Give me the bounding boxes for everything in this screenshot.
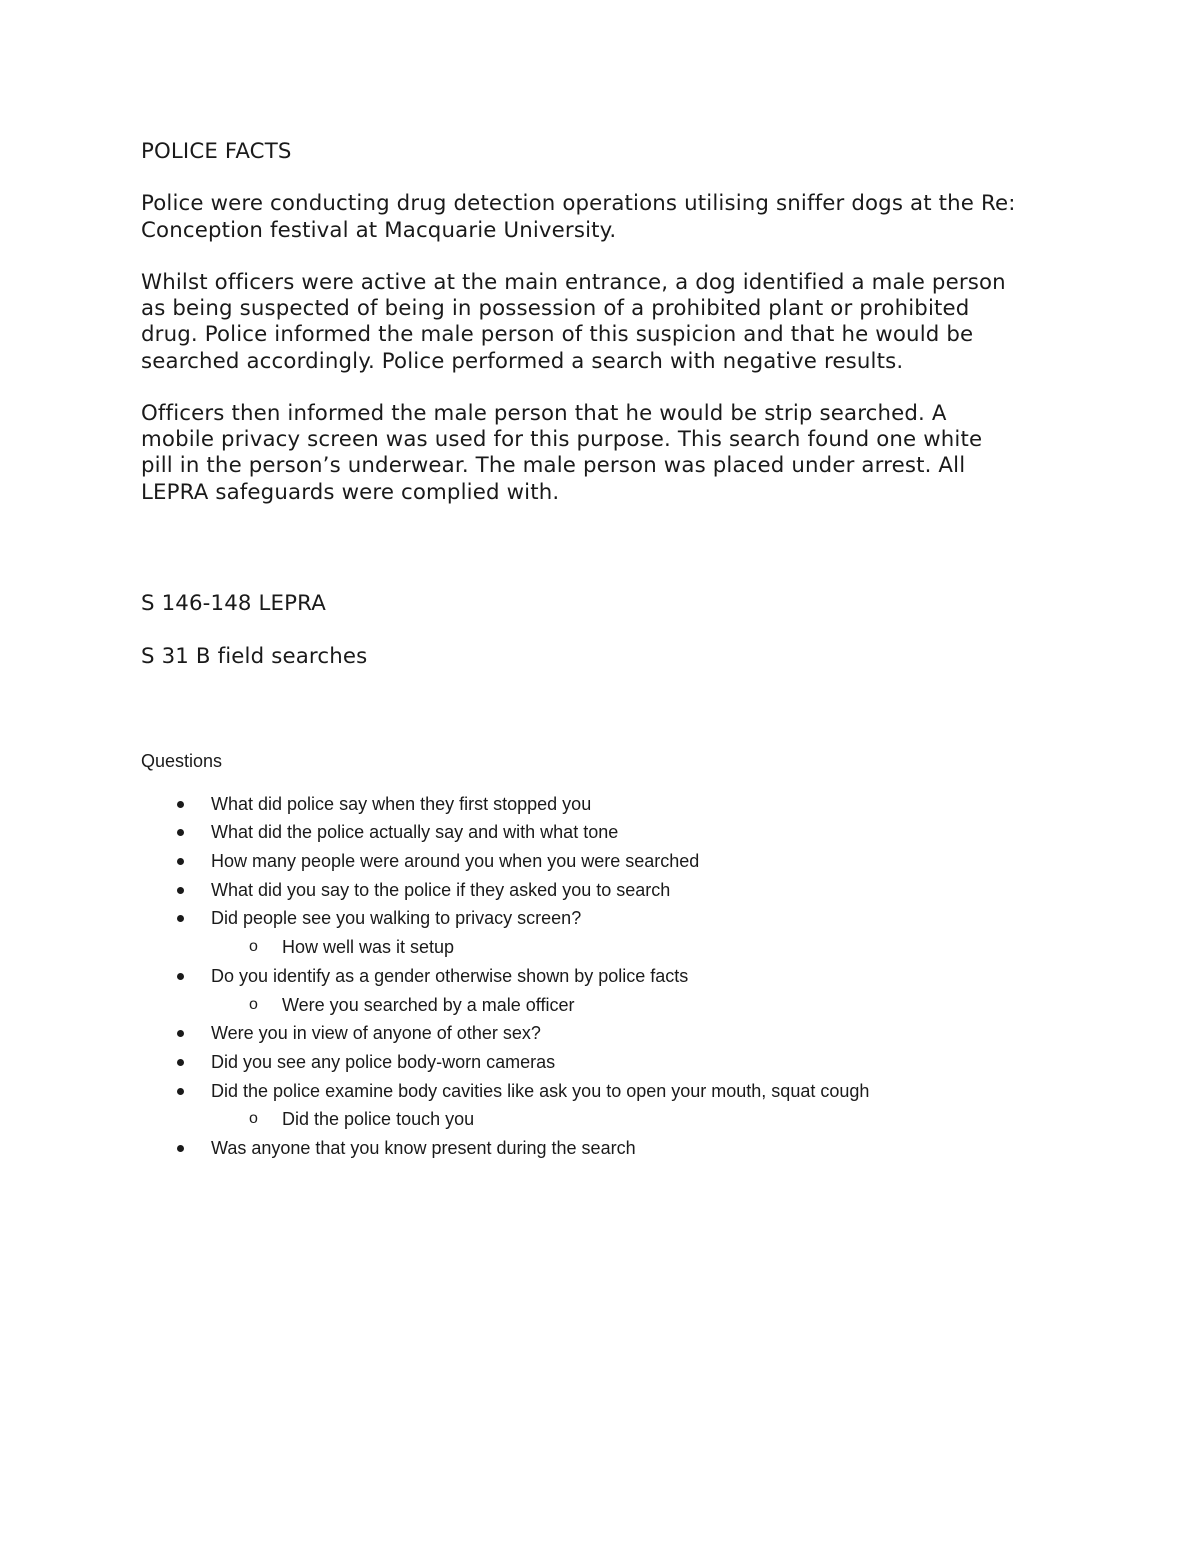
section-reference-lepra: S 146-148 LEPRA <box>141 591 326 616</box>
hollow-bullet-icon: o <box>249 938 258 956</box>
text-line: Police were conducting drug detection operations utilising sniffer dogs at the Re: <box>141 191 1016 217</box>
questions-section <box>141 747 1041 1163</box>
text-line: searched accordingly. Police performed a search with negative results. <box>141 348 904 374</box>
facts-paragraph-2 <box>141 270 1071 375</box>
bullet-icon <box>177 1059 184 1066</box>
question-text: Did people see you walking to privacy screen? <box>211 908 582 929</box>
list-item <box>141 790 1041 819</box>
question-text: Do you identify as a gender otherwise shown by police facts <box>211 965 689 986</box>
question-text: Did you see any police body-worn cameras <box>211 1051 556 1072</box>
list-item <box>141 1134 1041 1163</box>
sub-list-item <box>141 933 1041 962</box>
section-reference-field-searches: S 31 B field searches <box>141 644 368 669</box>
text-line: mobile privacy screen was used for this purpose. This search found one white <box>141 427 983 453</box>
text-line: pill in the person’s underwear. The male person was placed under arrest. All <box>141 453 966 479</box>
question-text: Were you searched by a male officer <box>282 994 575 1015</box>
bullet-icon <box>177 1030 184 1037</box>
hollow-bullet-icon: o <box>249 1110 258 1128</box>
hollow-bullet-icon: o <box>249 995 258 1013</box>
list-item <box>141 904 1041 933</box>
bullet-icon <box>177 973 184 980</box>
list-item <box>141 1048 1041 1077</box>
text-line: LEPRA safeguards were complied with. <box>141 479 560 505</box>
question-text: How well was it setup <box>282 937 455 958</box>
bullet-icon <box>177 858 184 865</box>
question-text: Was anyone that you know present during the search <box>211 1137 636 1158</box>
legislation-references <box>141 591 367 697</box>
list-item <box>141 847 1041 876</box>
text-line: Conception festival at Macquarie University. <box>141 217 617 243</box>
police-facts-section <box>141 139 1071 532</box>
text-line: Whilst officers were active at the main entrance, a dog identified a male person <box>141 269 1006 295</box>
question-text: Did the police examine body cavities like ask you to open your mouth, squat cough <box>211 1080 870 1101</box>
list-item <box>141 962 1041 991</box>
question-text: What did police say when they first stopped you <box>211 793 592 814</box>
police-facts-heading: POLICE FACTS <box>141 139 292 164</box>
question-text: What did the police actually say and with what tone <box>211 822 619 843</box>
bullet-icon <box>177 1145 184 1152</box>
question-text: What did you say to the police if they asked you to search <box>211 879 671 900</box>
facts-paragraph-1 <box>141 191 1071 243</box>
sub-list-item <box>141 991 1041 1020</box>
bullet-icon <box>177 887 184 894</box>
text-line: drug. Police informed the male person of this suspicion and that he would be <box>141 322 974 348</box>
facts-paragraph-3 <box>141 401 1071 506</box>
list-item <box>141 876 1041 905</box>
list-item <box>141 818 1041 847</box>
text-line: as being suspected of being in possession of a prohibited plant or prohibited <box>141 296 970 322</box>
bullet-icon <box>177 915 184 922</box>
questions-list <box>141 790 1041 1163</box>
sub-list-item <box>141 1105 1041 1134</box>
question-text: Were you in view of anyone of other sex? <box>211 1023 541 1044</box>
question-text: Did the police touch you <box>282 1109 475 1130</box>
bullet-icon <box>177 829 184 836</box>
bullet-icon <box>177 801 184 808</box>
bullet-icon <box>177 1088 184 1095</box>
questions-heading: Questions <box>141 751 223 771</box>
text-line: Officers then informed the male person that he would be strip searched. A <box>141 400 947 426</box>
list-item <box>141 1019 1041 1048</box>
list-item <box>141 1077 1041 1106</box>
question-text: How many people were around you when you were searched <box>211 851 700 872</box>
